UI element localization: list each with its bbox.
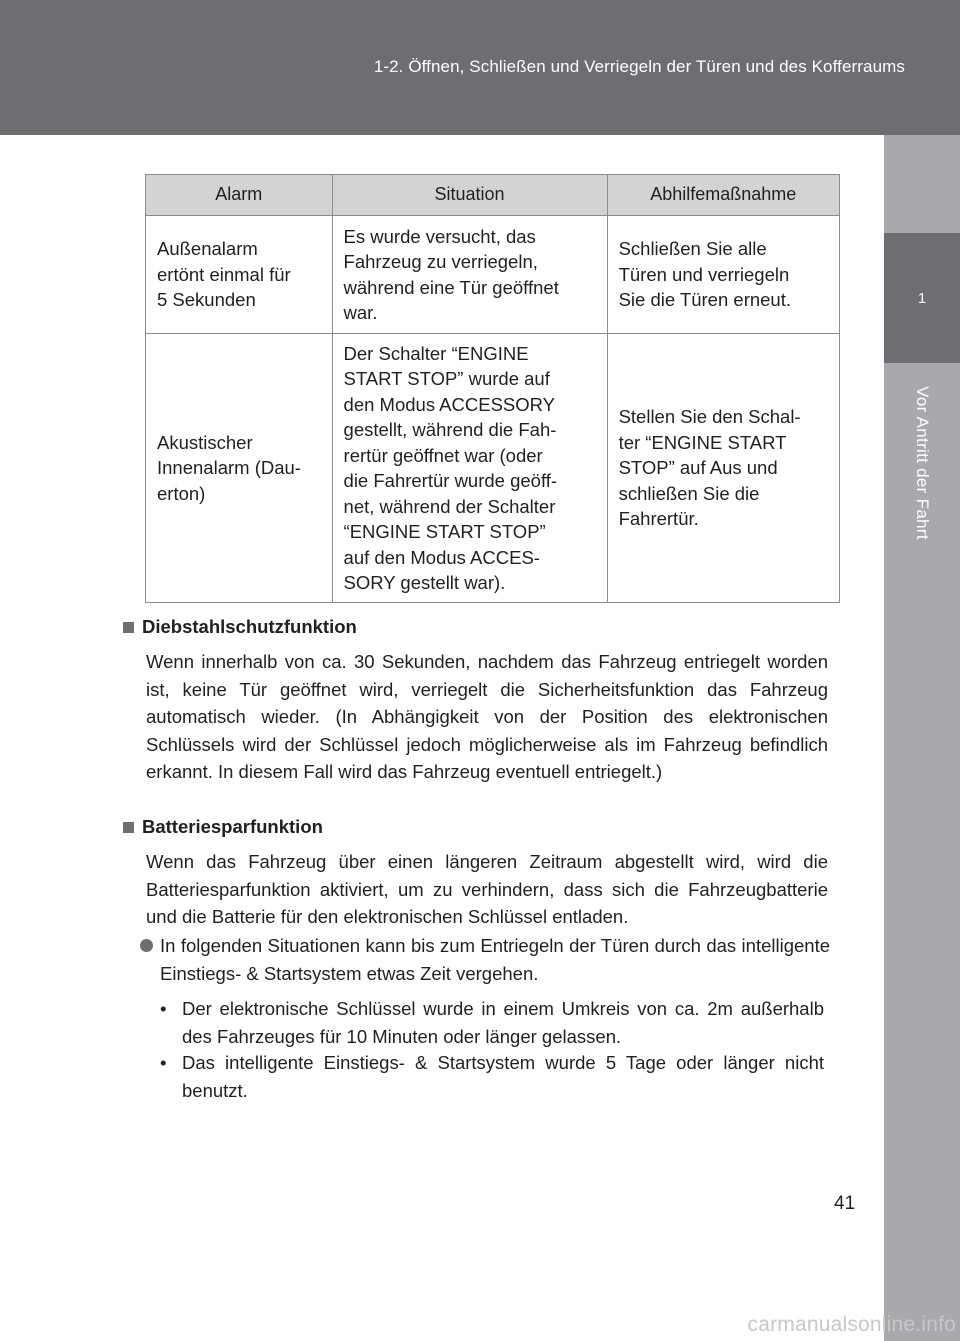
theft-paragraph: Wenn innerhalb von ca. 30 Sekunden, nachdem das Fahrzeug entriegelt worden ist, keine Tür geöffnet wird, verriegelt die Sicherheitsfunktion das Fahrzeug automatisch wieder. (In Abhängigkeit von der Position des elektronischen Schlüssels wird der Schlüssel jedoch möglicherweise als im Fahrzeug befindlich erkannt. In diesem Fall wird das Fahrzeug eventuell entriegelt.) [146,651,828,782]
battery-bullet-text: In folgenden Situationen kann bis zum Entriegeln der Türen durch das intelligente Einstiegs- & Startsystem etwas Zeit vergehen. [160,935,830,984]
cell-line: STOP” auf Aus und [618,457,778,479]
cell-line: den Modus ACCESSORY [343,393,556,415]
cell-remedy [607,216,839,334]
cell-line: während eine Tür geöffnet [343,276,559,298]
header-alarm: Alarm [146,175,333,216]
cell-line: erton) [157,482,206,504]
battery-heading [123,816,828,838]
cell-situation [332,334,607,603]
cell-line: net, während der Schalter [343,495,556,517]
cell-alarm [146,334,333,603]
cell-line: SORY gestellt war). [343,572,506,593]
sub-item-text: Der elektronische Schlüssel wurde in einem Umkreis von ca. 2m außerhalb des Fahrzeuges für 10 Minuten oder länger gelassen. [182,998,824,1047]
sub-item-marker: • [160,998,167,1019]
sub-item [160,995,824,1050]
cell-line: Stellen Sie den Schal- [618,406,801,428]
cell-line: Sie die Türen erneut. [618,289,791,311]
page-number: 41 [834,1193,856,1214]
cell-line: Außenalarm [157,238,258,260]
cell-line: Fahrertür. [618,508,699,530]
cell-remedy [607,334,839,603]
cell-line: “ENGINE START STOP” [343,521,546,542]
chapter-label: Vor Antritt der Fahrt [913,386,933,540]
table-row [146,216,840,334]
cell-line: gestellt, während die Fah- [343,419,557,440]
battery-paragraph: Wenn das Fahrzeug über einen längeren Zeitraum abgestellt wird, wird die Batteriesparfunktion aktiviert, um zu verhindern, dass sich die Fahrzeugbatterie und die Batterie für den elektronischen Schlüssel entladen. [146,851,828,927]
watermark: carmanualsonline.info [747,1313,956,1336]
battery-bullet [140,932,830,987]
cell-line: Schließen Sie alle [618,238,767,260]
sub-item [160,1049,824,1104]
square-bullet-icon [123,622,134,633]
theft-heading-label: Diebstahlschutzfunktion [142,616,357,637]
cell-situation [332,216,607,334]
cell-line: ter “ENGINE START [618,431,787,453]
square-bullet-icon [123,822,134,833]
battery-heading-label: Batteriesparfunktion [142,816,323,837]
cell-line: ertönt einmal für [157,263,291,285]
section-title: 1-2. Öffnen, Schließen und Verriegeln der Türen und des Kofferraums [373,57,905,76]
cell-line: Türen und verriegeln [618,263,790,285]
cell-line: Fahrzeug zu verriegeln, [343,251,538,272]
cell-line: die Fahrertür wurde geöff- [343,470,558,491]
table-row [146,334,840,603]
alarm-table [145,174,840,603]
cell-line: Akustischer [157,431,253,453]
sub-item-text: Das intelligente Einstiegs- & Startsystem wurde 5 Tage oder länger nicht benutzt. [182,1052,824,1101]
theft-heading [123,616,828,638]
header-remedy: Abhilfemaßnahme [607,175,839,216]
header-situation: Situation [332,175,607,216]
cell-line: Innenalarm (Dau- [157,457,301,479]
sub-item-marker: • [160,1052,167,1073]
cell-line: START STOP” wurde auf [343,368,550,389]
cell-line: rertür geöffnet war (oder [343,444,543,466]
cell-line: Es wurde versucht, das [343,225,536,247]
table-header-row [146,175,840,216]
chapter-label-wrap [884,363,960,563]
cell-alarm [146,216,333,334]
cell-line: 5 Sekunden [157,289,256,311]
chapter-number: 1 [884,233,960,363]
page-header [0,0,960,135]
circle-bullet-icon [140,939,153,952]
cell-line: auf den Modus ACCES- [343,546,540,568]
cell-line: Der Schalter “ENGINE [343,342,529,364]
cell-line: schließen Sie die [618,482,760,504]
cell-line: war. [343,302,378,323]
